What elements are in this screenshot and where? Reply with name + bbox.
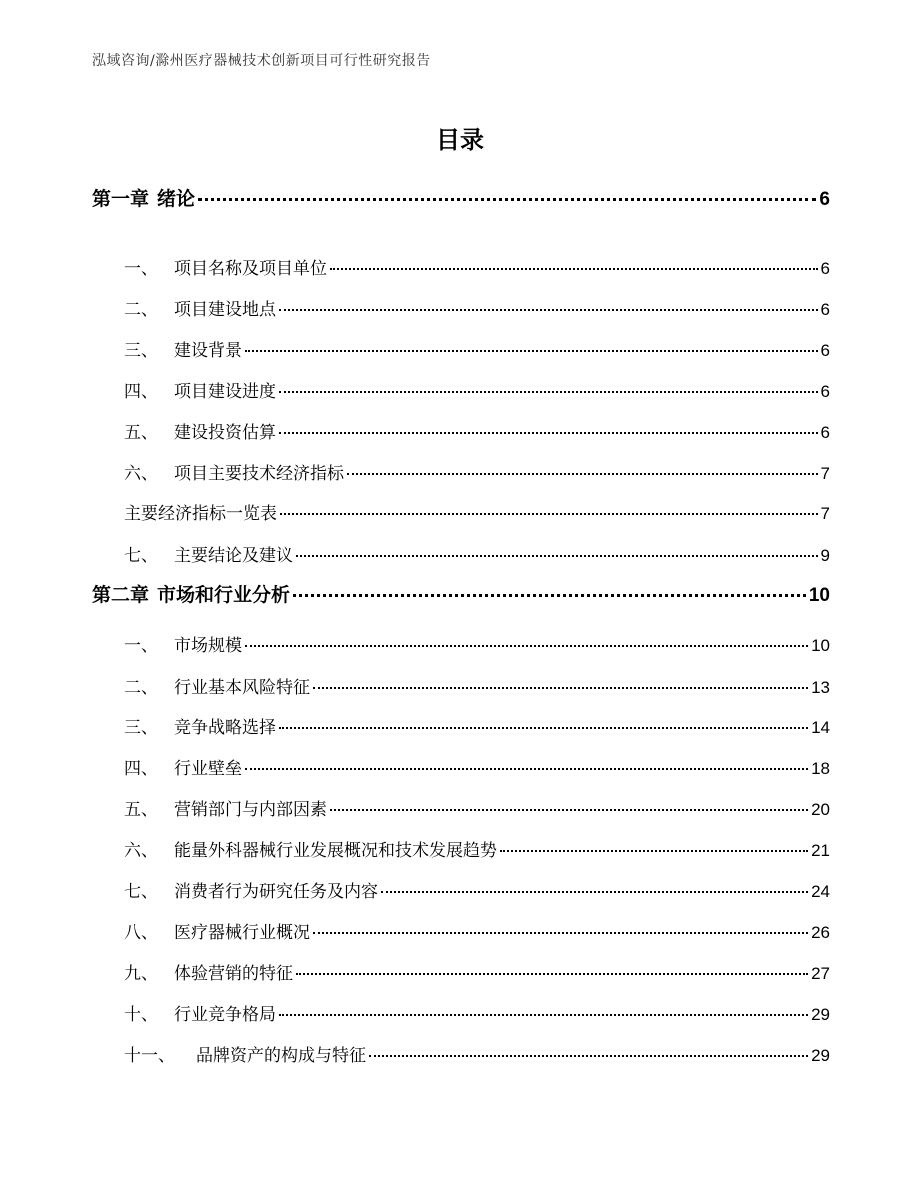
toc-entry-text: 建设背景 — [174, 341, 242, 361]
toc-page-number: 20 — [811, 800, 830, 819]
toc-section-entry[interactable] — [124, 499, 830, 524]
toc-title: 目录 — [436, 126, 484, 154]
toc-entry-number: 七、 — [124, 546, 158, 566]
toc-entry-text: 体验营销的特征 — [174, 964, 293, 984]
toc-entry-text: 消费者行为研究任务及内容 — [174, 882, 378, 902]
toc-entry-number: 四、 — [124, 382, 158, 402]
toc-entry-number: 一、 — [124, 636, 158, 656]
toc-entry-number: 三、 — [124, 718, 158, 738]
toc-section-entry[interactable] — [124, 959, 830, 984]
toc-page-number: 6 — [820, 259, 830, 278]
toc-page-number: 29 — [811, 1005, 830, 1024]
toc-chapter-entry[interactable] — [92, 184, 830, 211]
toc-entry-number: 六、 — [124, 841, 158, 861]
dot-leader — [500, 850, 808, 852]
toc-section-entry[interactable] — [124, 795, 830, 820]
toc-entry-number: 十、 — [124, 1005, 158, 1025]
toc-entry-label — [124, 418, 276, 443]
toc-entry-text: 项目主要技术经济指标 — [174, 464, 344, 484]
toc-entry-label — [124, 713, 276, 738]
toc-page-number: 6 — [820, 300, 830, 319]
toc-entry-text: 能量外科器械行业发展概况和技术发展趋势 — [174, 841, 497, 861]
toc-section-entry[interactable] — [124, 877, 830, 902]
toc-page-number: 7 — [820, 464, 830, 483]
toc-entry-text: 市场和行业分析 — [157, 584, 291, 606]
running-header: 泓域咨询/滁州医疗器械技术创新项目可行性研究报告 — [92, 53, 431, 69]
toc-entry-number: 五、 — [124, 800, 158, 820]
toc-section-entry[interactable] — [124, 754, 830, 779]
toc-entry-number: 八、 — [124, 923, 158, 943]
toc-section-entry[interactable] — [124, 295, 830, 320]
toc-entry-label — [92, 184, 195, 211]
toc-entry-text: 品牌资产的构成与特征 — [196, 1046, 366, 1066]
toc-entry-number: 五、 — [124, 423, 158, 443]
toc-section-entry[interactable] — [124, 673, 830, 698]
toc-page-number: 10 — [808, 585, 830, 606]
toc-entry-label — [124, 499, 277, 524]
toc-page-number: 6 — [819, 189, 830, 210]
toc-entry-number: 第二章 — [92, 584, 150, 606]
toc-section-entry[interactable] — [124, 254, 830, 279]
dot-leader — [381, 891, 808, 893]
dot-leader — [347, 473, 818, 475]
toc-entry-text: 行业竞争格局 — [174, 1005, 276, 1025]
dot-leader — [245, 350, 818, 352]
toc-page-number: 18 — [811, 759, 830, 778]
toc-entry-number: 七、 — [124, 882, 158, 902]
toc-page-number: 9 — [820, 546, 830, 565]
dot-leader — [369, 1055, 808, 1057]
toc-entry-number: 九、 — [124, 964, 158, 984]
toc-entry-text: 主要结论及建议 — [174, 546, 293, 566]
toc-entry-label — [124, 377, 276, 402]
toc-section-entry[interactable] — [124, 1000, 830, 1025]
dot-leader — [279, 727, 808, 729]
toc-page-number: 13 — [811, 678, 830, 697]
toc-entry-label — [124, 1000, 276, 1025]
toc-entry-text: 建设投资估算 — [174, 423, 276, 443]
toc-entry-text: 主要经济指标一览表 — [124, 504, 277, 524]
toc-entry-label — [124, 795, 327, 820]
toc-section-entry[interactable] — [124, 541, 830, 566]
toc-entry-text: 项目建设进度 — [174, 382, 276, 402]
toc-entry-label — [124, 836, 497, 861]
toc-entry-text: 项目建设地点 — [174, 300, 276, 320]
toc-entry-label — [124, 336, 242, 361]
toc-entry-label — [124, 918, 310, 943]
toc-section-entry[interactable] — [124, 418, 830, 443]
dot-leader — [279, 432, 818, 434]
toc-page-number: 27 — [811, 964, 830, 983]
dot-leader — [330, 809, 808, 811]
toc-entry-text: 行业基本风险特征 — [174, 678, 310, 698]
dot-leader — [296, 973, 808, 975]
dot-leader — [280, 513, 818, 515]
dot-leader — [279, 309, 818, 311]
toc-entry-number: 四、 — [124, 759, 158, 779]
toc-entry-number: 一、 — [124, 259, 158, 279]
toc-entry-label — [124, 459, 344, 484]
toc-page-number: 26 — [811, 923, 830, 942]
toc-entry-label — [124, 1041, 366, 1066]
toc-entry-label — [124, 959, 293, 984]
dot-leader — [330, 268, 818, 270]
toc-page-number: 21 — [811, 841, 830, 860]
toc-entry-label — [124, 754, 242, 779]
dot-leader — [245, 645, 808, 647]
toc-entry-text: 市场规模 — [174, 636, 242, 656]
toc-entry-number: 二、 — [124, 678, 158, 698]
dot-leader — [198, 198, 816, 201]
toc-page-number: 6 — [820, 341, 830, 360]
toc-chapter-entry[interactable] — [92, 580, 830, 607]
toc-page-number: 29 — [811, 1046, 830, 1065]
toc-section-entry[interactable] — [124, 377, 830, 402]
dot-leader — [296, 555, 818, 557]
dot-leader — [245, 768, 808, 770]
toc-entry-label — [124, 877, 378, 902]
toc-entry-number: 第一章 — [92, 188, 150, 210]
dot-leader — [293, 594, 806, 597]
toc-entry-number: 六、 — [124, 464, 158, 484]
dot-leader — [313, 687, 808, 689]
toc-page-number: 10 — [811, 636, 830, 655]
toc-entry-text: 绪论 — [157, 188, 196, 210]
toc-section-entry[interactable] — [124, 459, 830, 484]
dot-leader — [279, 1014, 808, 1016]
toc-section-entry[interactable] — [124, 1041, 830, 1066]
toc-entry-number: 十一、 — [124, 1046, 175, 1066]
toc-entry-label — [92, 580, 290, 607]
toc-section-entry[interactable] — [124, 836, 830, 861]
toc-entry-label — [124, 254, 327, 279]
dot-leader — [313, 932, 808, 934]
toc-entry-text: 项目名称及项目单位 — [174, 259, 327, 279]
toc-entry-number: 二、 — [124, 300, 158, 320]
toc-entry-text: 营销部门与内部因素 — [174, 800, 327, 820]
toc-section-entry[interactable] — [124, 631, 830, 656]
toc-section-entry[interactable] — [124, 918, 830, 943]
toc-section-entry[interactable] — [124, 713, 830, 738]
toc-page-number: 6 — [820, 382, 830, 401]
toc-entry-label — [124, 673, 310, 698]
toc-page-number: 14 — [811, 718, 830, 737]
toc-entry-text: 行业壁垒 — [174, 759, 242, 779]
toc-entry-label — [124, 295, 276, 320]
toc-entry-number: 三、 — [124, 341, 158, 361]
toc-page-number: 7 — [820, 504, 830, 523]
toc-entry-label — [124, 631, 242, 656]
toc-page-number: 6 — [820, 423, 830, 442]
toc-entry-text: 竞争战略选择 — [174, 718, 276, 738]
toc-page-number: 24 — [811, 882, 830, 901]
toc-entry-label — [124, 541, 293, 566]
toc-section-entry[interactable] — [124, 336, 830, 361]
toc-entry-text: 医疗器械行业概况 — [174, 923, 310, 943]
dot-leader — [279, 391, 818, 393]
